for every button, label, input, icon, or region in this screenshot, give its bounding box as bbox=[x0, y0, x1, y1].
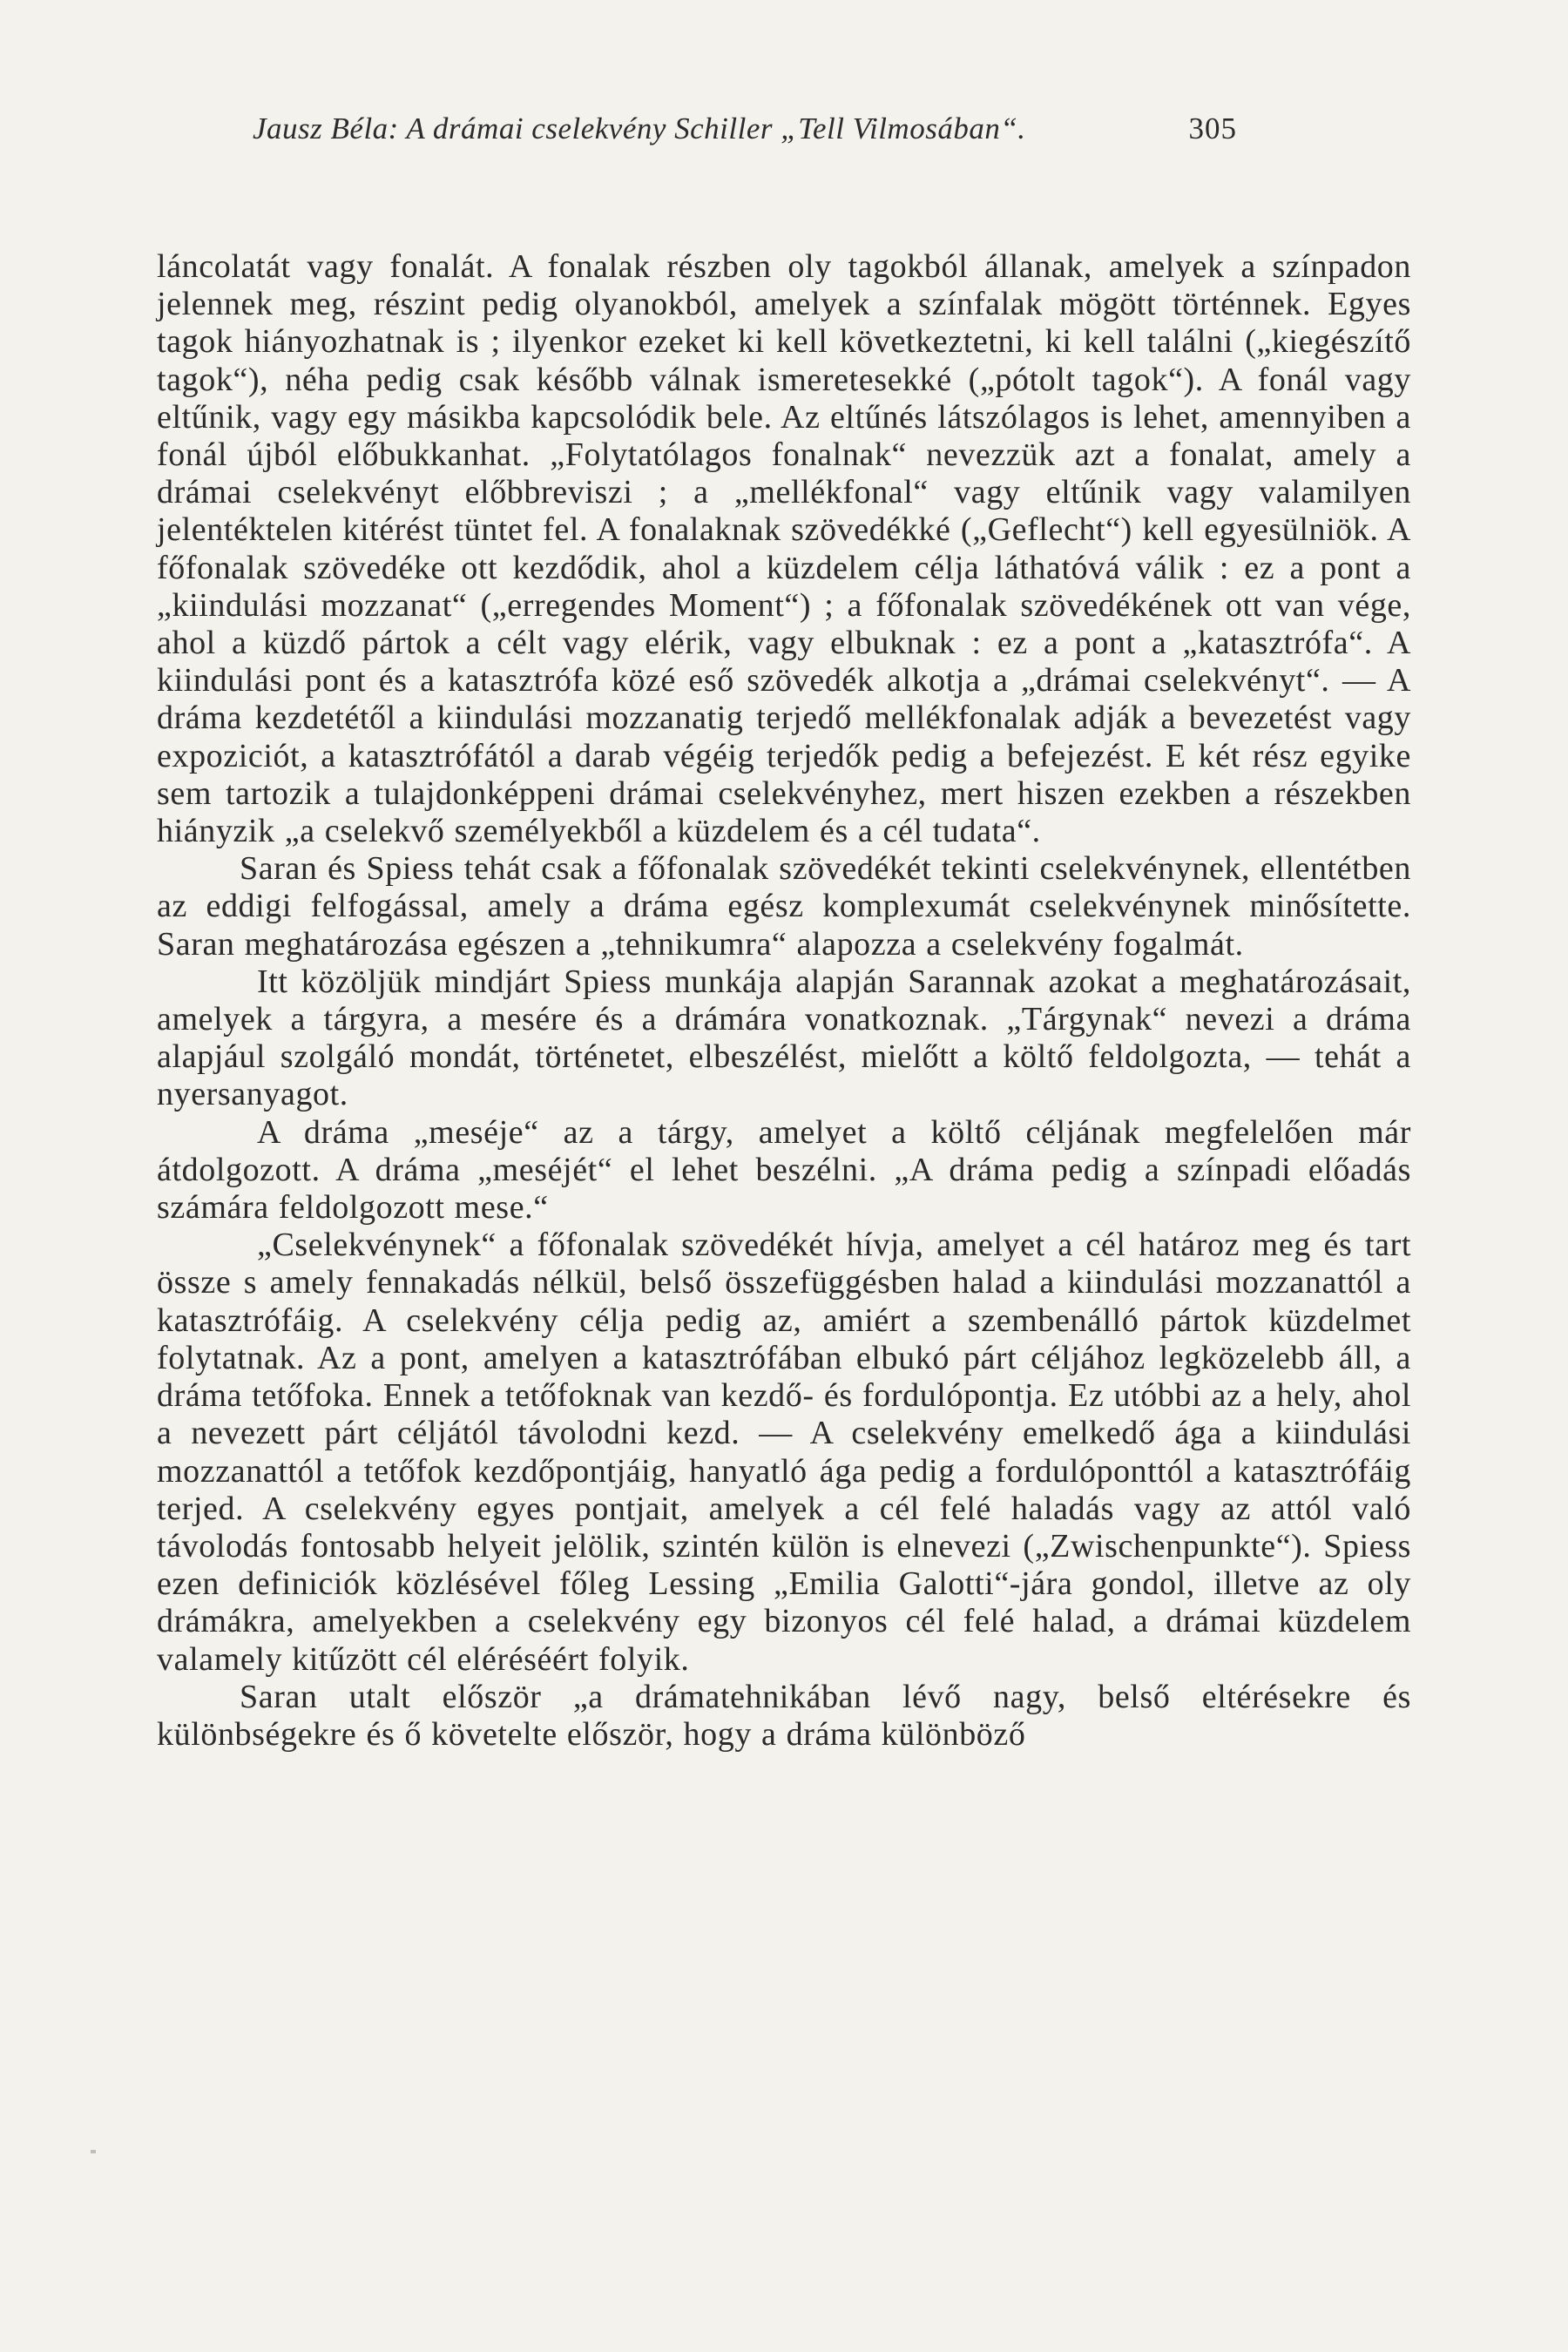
paragraph-4: A dráma „meséje“ az a tárgy, amelyet a költő céljának megfelelően már átdolgozott. A dráma „meséjét“ el lehet beszélni. „A dráma pedig a színpadi előadás számára feldolgozott mese.“ bbox=[157, 1113, 1411, 1227]
paragraph-5: „Cselekvénynek“ a főfonalak szövedékét hívja, amelyet a cél határoz meg és tart össze s amely fennakadás nélkül, belső összefüggésben halad a kiindulási mozzanattól a katasztrófáig. A cselekvény célja pedig az, amiért a szembenálló pártok küzdelmet folytatnak. Az a pont, amelyen a katasztrófában elbukó párt céljához legközelebb áll, a dráma tetőfoka. Ennek a tetőfoknak van kezdő- és fordulópontja. Ez utóbbi az a hely, ahol a nevezett párt céljától távolodni kezd. — A cselekvény emelkedő ága a kiindulási mozzanattól a tetőfok kezdőpontjáig, hanyatló ága pedig a fordulóponttól a katasztrófáig terjed. A cselekvény egyes pontjait, amelyek a cél felé haladás vagy az attól való távolodás fontosabb helyeit jelölik, szintén külön is elnevezi („Zwischenpunkte“). Spiess ezen definiciók közlésével főleg Lessing „Emilia Galotti“-jára gondol, illetve az oly drámákra, amelyekben a cselekvény egy bizonyos cél felé halad, a drámai küzdelem valamely kitűzött cél eléréséért folyik. bbox=[157, 1227, 1411, 1678]
paragraph-3: Itt közöljük mindjárt Spiess munkája alapján Sarannak azokat a meghatározásait, amelyek a tárgyra, a mesére és a drámára vonatkoznak. „Tárgynak“ nevezi a dráma alapjául szolgáló mondát, történetet, elbeszélést, mielőtt a költő feldolgozta, — tehát a nyersanyagot. bbox=[157, 963, 1411, 1113]
scan-speck bbox=[91, 2150, 96, 2153]
paragraph-6: Saran utalt először „a drámatehnikában lévő nagy, belső eltérésekre és különbségekre és ő követelte először, hogy a dráma különböző bbox=[157, 1678, 1411, 1753]
paragraph-2: Saran és Spiess tehát csak a főfonalak szövedékét tekinti cselekvénynek, ellentétben az eddigi felfogással, amely a dráma egész komplexumát cselekvénynek minősítette. Saran meghatározása egészen a „tehnikumra“ alapozza a cselekvény fogalmát. bbox=[157, 850, 1411, 963]
running-head bbox=[253, 112, 1237, 155]
body-text bbox=[157, 248, 1411, 1754]
paragraph-1: láncolatát vagy fonalát. A fonalak részben oly tagokból állanak, amelyek a színpadon jelennek meg, részint pedig olyanokból, amelyek a színfalak mögött történnek. Egyes tagok hiányozhatnak is ; ilyenkor ezeket ki kell következtetni, ki kell találni („kiegészítő tagok“), néha pedig csak később válnak ismeretesekké („pótolt tagok“). A fonál vagy eltűnik, vagy egy másikba kapcsolódik bele. Az eltűnés látszólagos is lehet, amennyiben a fonál újból előbukkanhat. „Folytatólagos fonalnak“ nevezzük azt a fonalat, amely a drámai cselekvényt előbbreviszi ; a „mellékfonal“ vagy eltűnik vagy valamilyen jelentéktelen kitérést tüntet fel. A fonalaknak szövedékké („Geflecht“) kell egyesülniök. A főfonalak szövedéke ott kezdődik, ahol a küzdelem célja láthatóvá válik : ez a pont a „kiindulási mozzanat“ („erregendes Moment“) ; a főfonalak szövedékének ott van vége, ahol a küzdő pártok a célt vagy elérik, vagy elbuknak : ez a pont a „katasztrófa“. A kiindulási pont és a katasztrófa közé eső szövedék alkotja a „drámai cselekvényt“. — A dráma kezdetétől a kiindulási mozzanatig terjedő mellékfonalak adják a bevezetést vagy expoziciót, a katasztrófától a darab végéig terjedők pedig a befejezést. E két rész egyike sem tartozik a tulajdonképpeni drámai cselekvényhez, mert hiszen ezekben a részekben hiányzik „a cselekvő személyekből a küzdelem és a cél tudata“. bbox=[157, 248, 1411, 850]
page-number: 305 bbox=[1188, 112, 1237, 145]
running-title: Jausz Béla: A drámai cselekvény Schiller „Tell Vilmosában“. bbox=[253, 112, 1026, 145]
